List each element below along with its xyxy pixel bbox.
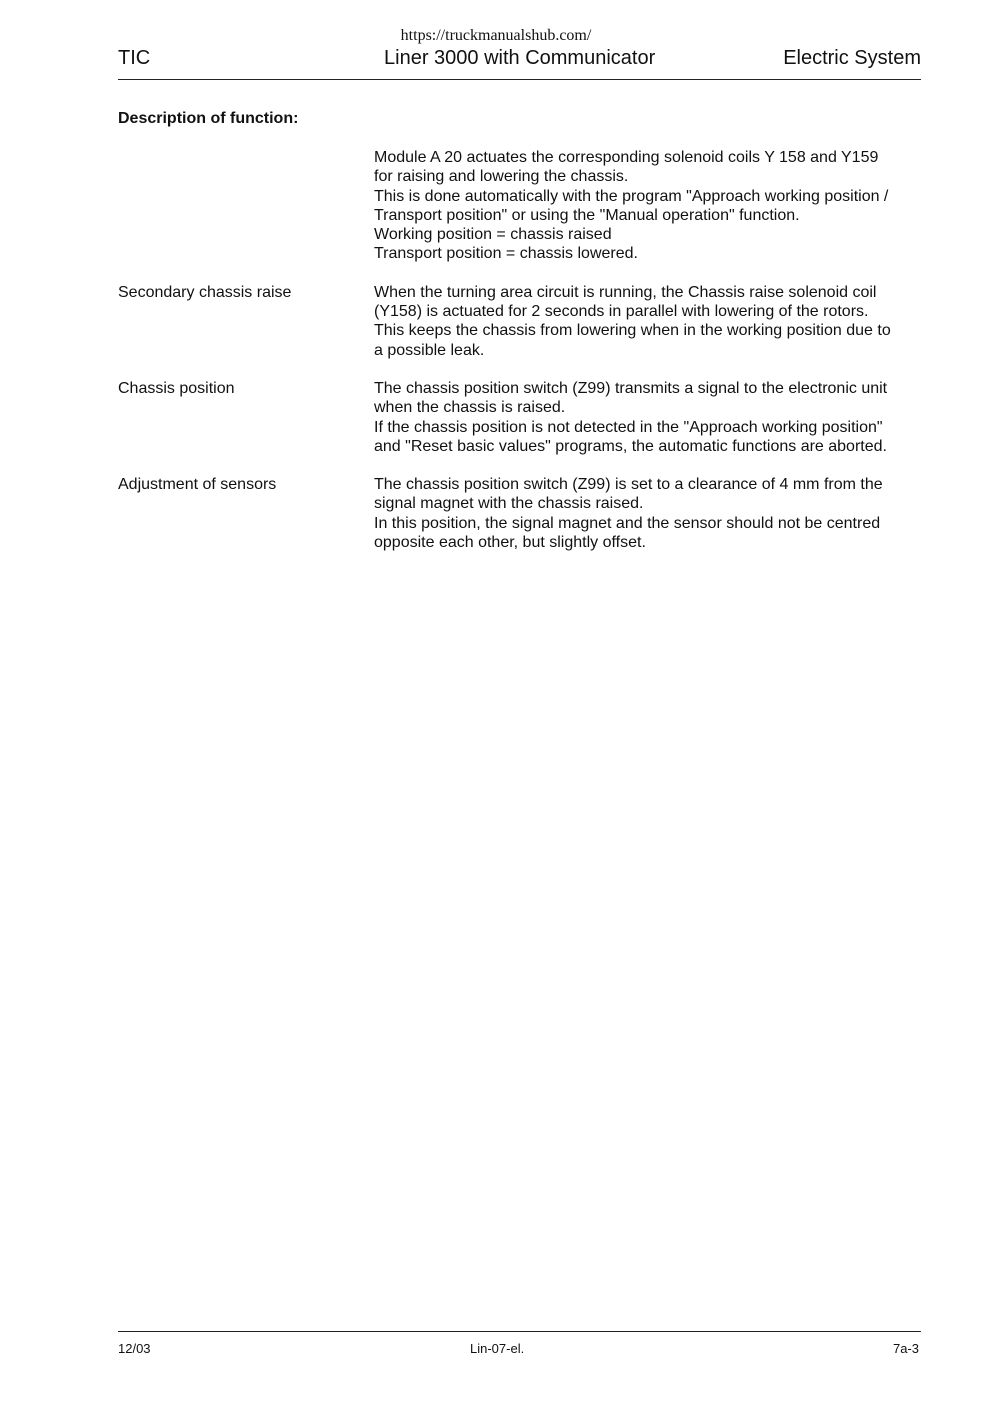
text-line: a possible leak. (374, 341, 485, 359)
text-line: when the chassis is raised. (374, 399, 566, 417)
header-divider (118, 79, 921, 80)
text-line: If the chassis position is not detected in the "Approach working position" (374, 418, 883, 436)
footer-page-number: 7a-3 (892, 1341, 919, 1356)
row-body (374, 475, 926, 552)
row-body (374, 148, 926, 264)
text-line: for raising and lowering the chassis. (374, 168, 629, 186)
text-line: Module A 20 actuates the corresponding solenoid coils Y 158 and Y159 (374, 149, 879, 166)
text-line: signal magnet with the chassis raised. (374, 495, 644, 513)
text-line: Transport position = chassis lowered. (374, 245, 638, 263)
text-line: The chassis position switch (Z99) is set to a clearance of 4 mm from the (374, 476, 883, 494)
content-row (118, 379, 921, 456)
text-line: and "Reset basic values" programs, the automatic functions are aborted. (374, 437, 887, 455)
content-row (118, 283, 921, 360)
text-line: opposite each other, but slightly offset. (374, 534, 646, 552)
row-label: Adjustment of sensors (118, 476, 277, 494)
text-line: The chassis position switch (Z99) transmits a signal to the electronic unit (374, 379, 888, 397)
content-row (118, 475, 921, 552)
footer-doc-id: Lin-07-el. (470, 1341, 525, 1356)
row-label: Chassis position (118, 379, 235, 397)
content-table (118, 148, 921, 571)
footer-divider (118, 1331, 921, 1332)
row-body (374, 379, 926, 456)
watermark-url: https://truckmanualshub.com/ (400, 27, 592, 44)
text-line: Working position = chassis raised (374, 226, 612, 244)
row-body (374, 283, 926, 360)
text-line: Transport position" or using the "Manual operation" function. (374, 206, 800, 224)
header-left: TIC (118, 47, 151, 69)
page-header (118, 47, 921, 73)
text-line: In this position, the signal magnet and the sensor should not be centred (374, 514, 881, 532)
text-line: This keeps the chassis from lowering when in the working position due to (374, 322, 891, 340)
text-line: (Y158) is actuated for 2 seconds in parallel with lowering of the rotors. (374, 303, 869, 321)
text-line: When the turning area circuit is running, the Chassis raise solenoid coil (374, 283, 877, 301)
text-line: This is done automatically with the program "Approach working position / (374, 187, 889, 205)
header-right: Electric System (783, 47, 921, 69)
footer-date: 12/03 (118, 1341, 151, 1356)
row-label: Secondary chassis raise (118, 283, 292, 301)
content-row (118, 148, 921, 264)
header-title: Liner 3000 with Communicator (384, 47, 656, 69)
section-heading: Description of function: (118, 110, 299, 127)
